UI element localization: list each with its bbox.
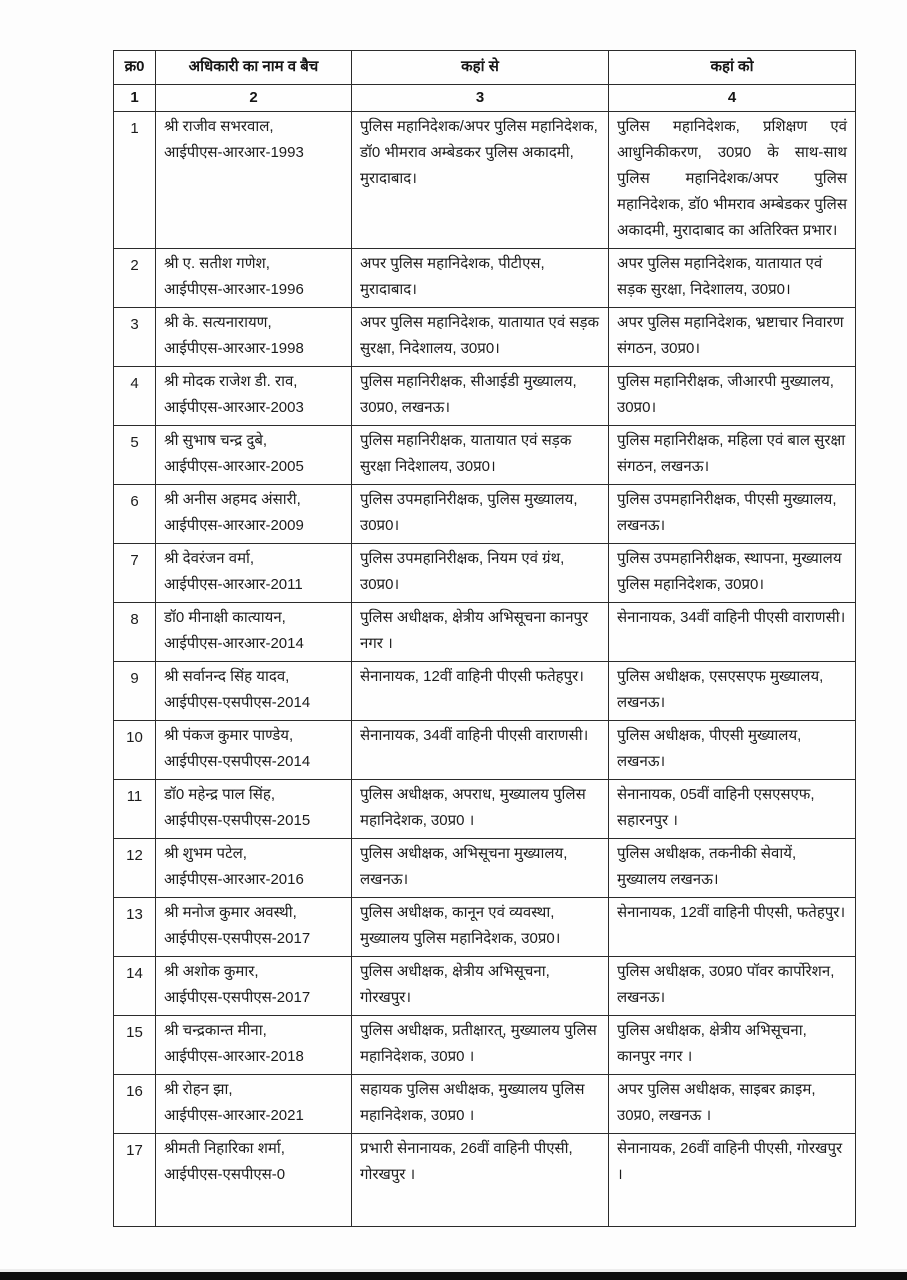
cell-posting-from: पुलिस महानिरीक्षक, सीआईडी मुख्यालय, उ0प्र0, लखनऊ। (352, 367, 609, 426)
cell-posting-to: सेनानायक, 05वीं वाहिनी एसएसएफ, सहारनपुर । (609, 780, 856, 839)
officer-name: डॉ0 महेन्द्र पाल सिंह, (164, 786, 276, 803)
table-row (114, 603, 856, 662)
table-row (114, 112, 856, 249)
table-row (114, 1075, 856, 1134)
officer-name: श्री रोहन झा, (164, 1081, 233, 1098)
officer-batch: आईपीएस-एसपीएस-0 (164, 1166, 286, 1183)
cell-posting-to: पुलिस उपमहानिरीक्षक, पीएसी मुख्यालय, लखनऊ। (609, 485, 856, 544)
officer-batch: आईपीएस-आरआर-1993 (164, 144, 304, 161)
officer-name: श्रीमती निहारिका शर्मा, (164, 1140, 285, 1157)
cell-officer-name-batch (156, 485, 352, 544)
cell-posting-to: अपर पुलिस महानिदेशक, यातायात एवं सड़क सुरक्षा, निदेशालय, उ0प्र0। (609, 249, 856, 308)
cell-posting-to: पुलिस महानिदेशक, प्रशिक्षण एवं आधुनिकीकरण, उ0प्र0 के साथ-साथ पुलिस महानिदेशक/अपर पुलिस महानिदेशक, डॉ0 भीमराव अम्बेडकर पुलिस अकादमी, मुरादाबाद का अतिरिक्त प्रभार। (609, 112, 856, 249)
cell-serial-number: 11 (114, 780, 156, 839)
officer-name: श्री चन्द्रकान्त मीना, (164, 1022, 267, 1039)
table-body (114, 112, 856, 1227)
cell-posting-from: पुलिस उपमहानिरीक्षक, पुलिस मुख्यालय, उ0प्र0। (352, 485, 609, 544)
officer-name: श्री राजीव सभरवाल, (164, 118, 274, 135)
officer-name: श्री ए. सतीश गणेश, (164, 255, 270, 272)
cell-posting-to: अपर पुलिस अधीक्षक, साइबर क्राइम, उ0प्र0, लखनऊ । (609, 1075, 856, 1134)
cell-officer-name-batch (156, 367, 352, 426)
cell-posting-from: सेनानायक, 12वीं वाहिनी पीएसी फतेहपुर। (352, 662, 609, 721)
cell-officer-name-batch (156, 721, 352, 780)
cell-posting-to: पुलिस महानिरीक्षक, महिला एवं बाल सुरक्षा संगठन, लखनऊ। (609, 426, 856, 485)
officer-batch: आईपीएस-आरआर-2011 (164, 576, 303, 593)
column-number-3: 3 (352, 85, 609, 112)
table-row (114, 839, 856, 898)
cell-posting-from: पुलिस महानिदेशक/अपर पुलिस महानिदेशक, डॉ0 भीमराव अम्बेडकर पुलिस अकादमी, मुरादाबाद। (352, 112, 609, 249)
cell-serial-number: 12 (114, 839, 156, 898)
officer-batch: आईपीएस-आरआर-2018 (164, 1048, 304, 1065)
officer-batch: आईपीएस-आरआर-2009 (164, 517, 304, 534)
cell-posting-to: पुलिस अधीक्षक, क्षेत्रीय अभिसूचना, कानपुर नगर । (609, 1016, 856, 1075)
cell-serial-number: 7 (114, 544, 156, 603)
cell-officer-name-batch (156, 249, 352, 308)
table-row (114, 1134, 856, 1227)
officer-batch: आईपीएस-आरआर-2016 (164, 871, 304, 888)
officer-name: श्री अशोक कुमार, (164, 963, 259, 980)
header-row (114, 51, 856, 85)
header-serial: क्र0 (114, 51, 156, 85)
officer-name: श्री मनोज कुमार अवस्थी, (164, 904, 297, 921)
cell-posting-from: पुलिस अधीक्षक, प्रतीक्षारत्, मुख्यालय पुलिस महानिदेशक, उ0प्र0 । (352, 1016, 609, 1075)
cell-serial-number: 15 (114, 1016, 156, 1075)
cell-posting-from: पुलिस उपमहानिरीक्षक, नियम एवं ग्रंथ, उ0प्र0। (352, 544, 609, 603)
cell-posting-from: अपर पुलिस महानिदेशक, पीटीएस, मुरादाबाद। (352, 249, 609, 308)
table-row (114, 780, 856, 839)
cell-posting-to: पुलिस अधीक्षक, उ0प्र0 पॉवर कार्पोरेशन, लखनऊ। (609, 957, 856, 1016)
officer-batch: आईपीएस-आरआर-2021 (164, 1107, 304, 1124)
cell-posting-to: पुलिस अधीक्षक, पीएसी मुख्यालय, लखनऊ। (609, 721, 856, 780)
column-number-2: 2 (156, 85, 352, 112)
cell-posting-from: पुलिस अधीक्षक, क्षेत्रीय अभिसूचना कानपुर नगर । (352, 603, 609, 662)
officer-name: श्री के. सत्यनारायण, (164, 314, 272, 331)
header-from: कहां से (352, 51, 609, 85)
officer-name: श्री मोदक राजेश डी. राव, (164, 373, 298, 390)
table-row (114, 249, 856, 308)
cell-serial-number: 17 (114, 1134, 156, 1227)
header-to: कहां को (609, 51, 856, 85)
officer-batch: आईपीएस-आरआर-2005 (164, 458, 304, 475)
column-number-4: 4 (609, 85, 856, 112)
table-row (114, 485, 856, 544)
cell-posting-from: सहायक पुलिस अधीक्षक, मुख्यालय पुलिस महानिदेशक, उ0प्र0 । (352, 1075, 609, 1134)
column-number-1: 1 (114, 85, 156, 112)
table-row (114, 898, 856, 957)
officer-batch: आईपीएस-एसपीएस-2017 (164, 930, 311, 947)
officer-name: श्री पंकज कुमार पाण्डेय, (164, 727, 294, 744)
cell-posting-to: पुलिस उपमहानिरीक्षक, स्थापना, मुख्यालय पुलिस महानिदेशक, उ0प्र0। (609, 544, 856, 603)
table-row (114, 367, 856, 426)
table-row (114, 721, 856, 780)
cell-posting-from: पुलिस अधीक्षक, कानून एवं व्यवस्था, मुख्यालय पुलिस महानिदेशक, उ0प्र0। (352, 898, 609, 957)
officer-batch: आईपीएस-आरआर-1996 (164, 281, 304, 298)
cell-posting-from: पुलिस अधीक्षक, क्षेत्रीय अभिसूचना, गोरखपुर। (352, 957, 609, 1016)
cell-posting-from: पुलिस महानिरीक्षक, यातायात एवं सड़क सुरक्षा निदेशालय, उ0प्र0। (352, 426, 609, 485)
table-row (114, 957, 856, 1016)
officer-name: डॉ0 मीनाक्षी कात्यायन, (164, 609, 286, 626)
cell-posting-to: सेनानायक, 12वीं वाहिनी पीएसी, फतेहपुर। (609, 898, 856, 957)
officer-batch: आईपीएस-एसपीएस-2014 (164, 753, 311, 770)
cell-officer-name-batch (156, 1134, 352, 1227)
officer-batch: आईपीएस-आरआर-1998 (164, 340, 304, 357)
table-row (114, 426, 856, 485)
header-name-batch: अधिकारी का नाम व बैच (156, 51, 352, 85)
cell-officer-name-batch (156, 780, 352, 839)
cell-officer-name-batch (156, 112, 352, 249)
cell-serial-number: 10 (114, 721, 156, 780)
officer-batch: आईपीएस-आरआर-2003 (164, 399, 304, 416)
table-header (114, 51, 856, 112)
cell-officer-name-batch (156, 308, 352, 367)
cell-posting-from: प्रभारी सेनानायक, 26वीं वाहिनी पीएसी, गोरखपुर । (352, 1134, 609, 1227)
cell-posting-from: पुलिस अधीक्षक, अभिसूचना मुख्यालय, लखनऊ। (352, 839, 609, 898)
cell-officer-name-batch (156, 1075, 352, 1134)
cell-posting-to: सेनानायक, 26वीं वाहिनी पीएसी, गोरखपुर । (609, 1134, 856, 1227)
cell-posting-from: पुलिस अधीक्षक, अपराध, मुख्यालय पुलिस महानिदेशक, उ0प्र0 । (352, 780, 609, 839)
cell-serial-number: 8 (114, 603, 156, 662)
table-row (114, 1016, 856, 1075)
officer-name: श्री अनीस अहमद अंसारी, (164, 491, 301, 508)
cell-posting-to: पुलिस अधीक्षक, एसएसएफ मुख्यालय, लखनऊ। (609, 662, 856, 721)
cell-posting-to: सेनानायक, 34वीं वाहिनी पीएसी वाराणसी। (609, 603, 856, 662)
cell-serial-number: 6 (114, 485, 156, 544)
cell-serial-number: 9 (114, 662, 156, 721)
cell-officer-name-batch (156, 1016, 352, 1075)
cell-posting-from: अपर पुलिस महानिदेशक, यातायात एवं सड़क सुरक्षा, निदेशालय, उ0प्र0। (352, 308, 609, 367)
cell-serial-number: 4 (114, 367, 156, 426)
transfer-list-table (113, 50, 856, 1227)
table-row (114, 662, 856, 721)
cell-serial-number: 5 (114, 426, 156, 485)
officer-name: श्री सर्वानन्द सिंह यादव, (164, 668, 290, 685)
cell-serial-number: 2 (114, 249, 156, 308)
table-row (114, 544, 856, 603)
cell-serial-number: 3 (114, 308, 156, 367)
officer-batch: आईपीएस-एसपीएस-2017 (164, 989, 311, 1006)
cell-posting-to: पुलिस अधीक्षक, तकनीकी सेवायें, मुख्यालय लखनऊ। (609, 839, 856, 898)
cell-officer-name-batch (156, 603, 352, 662)
cell-posting-from: सेनानायक, 34वीं वाहिनी पीएसी वाराणसी। (352, 721, 609, 780)
officer-name: श्री शुभम पटेल, (164, 845, 247, 862)
officer-batch: आईपीएस-आरआर-2014 (164, 635, 304, 652)
cell-officer-name-batch (156, 957, 352, 1016)
column-number-row (114, 85, 856, 112)
cell-officer-name-batch (156, 426, 352, 485)
cell-serial-number: 16 (114, 1075, 156, 1134)
officer-batch: आईपीएस-एसपीएस-2015 (164, 812, 311, 829)
officer-name: श्री सुभाष चन्द्र दुबे, (164, 432, 268, 449)
cell-posting-to: अपर पुलिस महानिदेशक, भ्रष्टाचार निवारण संगठन, उ0प्र0। (609, 308, 856, 367)
cell-serial-number: 1 (114, 112, 156, 249)
cell-posting-to: पुलिस महानिरीक्षक, जीआरपी मुख्यालय, उ0प्र0। (609, 367, 856, 426)
bottom-black-bar (0, 1272, 907, 1280)
cell-officer-name-batch (156, 839, 352, 898)
cell-serial-number: 14 (114, 957, 156, 1016)
table-row (114, 308, 856, 367)
officer-name: श्री देवरंजन वर्मा, (164, 550, 255, 567)
officer-batch: आईपीएस-एसपीएस-2014 (164, 694, 311, 711)
cell-officer-name-batch (156, 662, 352, 721)
cell-officer-name-batch (156, 898, 352, 957)
cell-officer-name-batch (156, 544, 352, 603)
cell-serial-number: 13 (114, 898, 156, 957)
